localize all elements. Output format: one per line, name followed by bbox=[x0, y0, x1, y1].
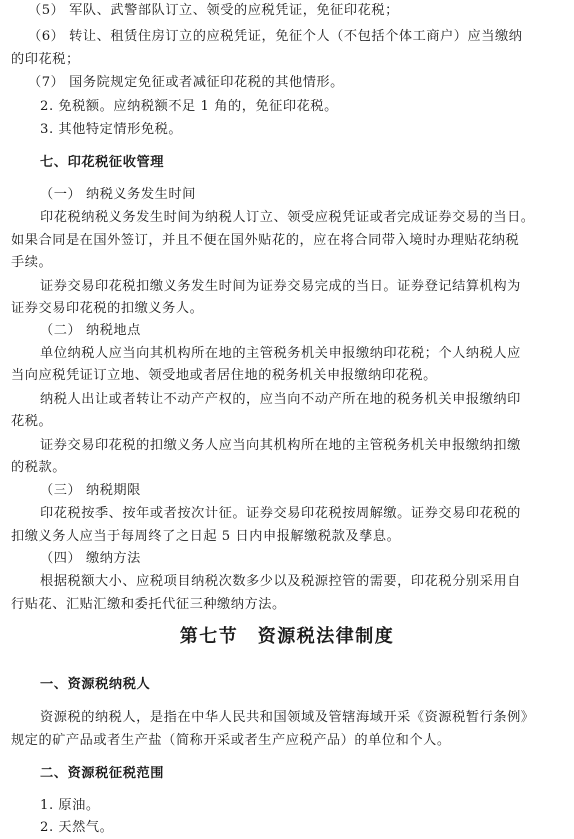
paragraph-line: 手续。 bbox=[11, 255, 53, 270]
paragraph-line: 证券交易印花税的扣缴义务人应当向其机构所在地的主管税务机关申报缴纳扣缴 bbox=[40, 438, 521, 453]
paragraph-line: 纳税人出让或者转让不动产产权的，应当向不动产所在地的税务机关申报缴纳印 bbox=[40, 392, 521, 407]
exemption-item-5: （5） 军队、武警部队订立、领受的应税凭证，免征印花税； bbox=[28, 3, 399, 18]
paragraph-line: 的税款。 bbox=[11, 460, 66, 475]
scope-item-crude-oil: 1. 原油。 bbox=[40, 798, 100, 813]
subheading-tax-location: （二） 纳税地点 bbox=[40, 323, 141, 338]
exemption-item-6: （6） 转让、租赁住房订立的应税凭证，免征个人（不包括个体工商户）应当缴纳 bbox=[28, 29, 523, 44]
subheading-tax-period: （三） 纳税期限 bbox=[40, 483, 141, 498]
paragraph-line: 花税。 bbox=[11, 414, 53, 429]
paragraph-line: 根据税额大小、应税项目纳税次数多少以及税源控管的需要，印花税分别采用自 bbox=[40, 574, 521, 589]
paragraph-line: 证券交易印花税扣缴义务发生时间为证券交易完成的当日。证券登记结算机构为 bbox=[40, 279, 521, 294]
subheading-obligation-time: （一） 纳税义务发生时间 bbox=[40, 187, 196, 202]
paragraph-line: 规定的矿产品或者生产盐（简称开采或者生产应税产品）的单位和个人。 bbox=[11, 733, 451, 748]
paragraph-line: 证券交易印花税的扣缴义务人。 bbox=[11, 301, 204, 316]
section-title: 第七节 资源税法律制度 bbox=[179, 626, 395, 647]
scope-item-natural-gas: 2. 天然气。 bbox=[40, 820, 114, 835]
heading-resource-scope: 二、资源税征税范围 bbox=[40, 766, 165, 781]
paragraph-line: 行贴花、汇贴汇缴和委托代征三种缴纳方法。 bbox=[11, 597, 286, 612]
paragraph-line: 资源税的纳税人，是指在中华人民共和国领域及管辖海域开采《资源税暂行条例》 bbox=[40, 710, 535, 725]
paragraph-line: 单位纳税人应当向其机构所在地的主管税务机关申报缴纳印花税；个人纳税人应 bbox=[40, 346, 521, 361]
heading-resource-taxpayer: 一、资源税纳税人 bbox=[40, 677, 151, 692]
exemption-item-7: （7） 国务院规定免征或者减征印花税的其他情形。 bbox=[28, 75, 344, 90]
paragraph-line: 扣缴义务人应当于每周终了之日起 5 日内申报解缴税款及孳息。 bbox=[11, 529, 401, 544]
paragraph-line: 印花税按季、按年或者按次计征。证券交易印花税按周解缴。证券交易印花税的 bbox=[40, 506, 521, 521]
subheading-payment-method: （四） 缴纳方法 bbox=[40, 551, 141, 566]
paragraph-line: 印花税纳税义务发生时间为纳税人订立、领受应税凭证或者完成证券交易的当日。 bbox=[40, 210, 535, 225]
exemption-item-6-continued: 的印花税； bbox=[11, 52, 80, 67]
paragraph-line: 如果合同是在国外签订，并且不便在国外贴花的，应在将合同带入境时办理贴花纳税 bbox=[11, 233, 520, 248]
exemption-threshold: 2. 免税额。应纳税额不足 1 角的，免征印花税。 bbox=[40, 99, 338, 114]
heading-stamp-tax-collection: 七、印花税征收管理 bbox=[40, 155, 165, 170]
other-exemptions: 3. 其他特定情形免税。 bbox=[40, 122, 183, 137]
paragraph-line: 当向应税凭证订立地、领受地或者居住地的税务机关申报缴纳印花税。 bbox=[11, 368, 437, 383]
